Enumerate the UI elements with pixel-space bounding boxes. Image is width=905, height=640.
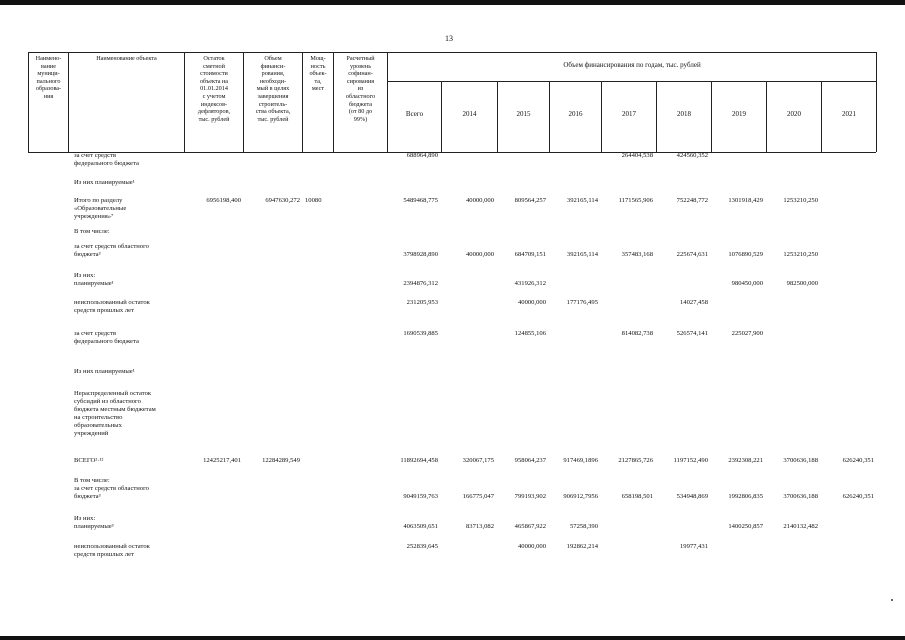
table-cell: 9049159,763 [403,493,438,500]
table-cell: 1253210,250 [783,197,818,204]
table-cell: 11892694,458 [400,457,438,464]
table-cell: 83713,082 [465,523,494,530]
table-cell: 658198,501 [621,493,653,500]
table-cell: 40000,000 [517,299,546,306]
table-cell: 980450,000 [731,280,763,287]
table-cell: 40000,000 [465,197,494,204]
balance-cell: 6956198,400 [206,197,241,204]
row-label: ВСЕГО²·¹² [74,457,104,464]
row-label: Из них: планируемые¹ [74,272,114,287]
table-cell: 917469,1896 [563,457,598,464]
row-label: Из них: планируемые³ [74,515,114,530]
header-year: 2016 [568,110,583,118]
row-label: за счет средств областного бюджета³ [74,243,149,258]
table-cell: 40000,000 [517,543,546,550]
table-cell: 752248,772 [676,197,708,204]
header-top-line [28,52,876,53]
table-cell: 688964,890 [406,152,438,159]
table-cell: 357483,168 [621,251,653,258]
table-cell: 192862,214 [566,543,598,550]
capacity-cell: 10080 [305,197,322,204]
row-label: неиспользованный остаток средств прошлых лет [74,299,150,314]
table-cell: 814082,738 [621,330,653,337]
row-label: за счет средств федерального бюджета [74,330,139,345]
table-cell: 626240,351 [842,493,874,500]
table-cell: 5489468,775 [403,197,438,204]
table-cell: 252839,645 [406,543,438,550]
header-object: Наименование объекта [96,55,157,62]
col-line [68,52,69,152]
table-cell: 526574,141 [676,330,708,337]
table-cell: 1690539,885 [403,330,438,337]
table-cell: 1171565,906 [618,197,653,204]
table-cell: 2392308,221 [728,457,763,464]
table-cell: 392165,114 [566,197,598,204]
header-year: 2019 [732,110,746,118]
table-cell: 1253210,250 [783,251,818,258]
header-year: 2020 [787,110,801,118]
table-cell: 465867,922 [514,523,546,530]
scan-bottom-border [0,636,905,640]
table-cell: 1076890,529 [728,251,763,258]
table-cell: 177176,495 [566,299,598,306]
table-cell: 1301918,429 [728,197,763,204]
table-cell: 2140132,482 [783,523,818,530]
header-year: 2014 [462,110,477,118]
table-cell: 1992806,835 [728,493,763,500]
table-cell: 626240,351 [842,457,874,464]
table-cell: 166775,047 [462,493,494,500]
table-cell: 982500,000 [786,280,818,287]
volume-cell: 12284289,549 [262,457,300,464]
table-cell: 124855,106 [514,330,546,337]
scan-speck [891,599,893,601]
header-financing-title: Объем финансирования по годам, тыс. рублей [563,61,701,69]
row-label: В том числе: за счет средств областного бюджета³ [74,477,149,500]
row-label: неиспользованный остаток средств прошлых лет [74,543,150,558]
years-divider-line [387,81,876,82]
row-label: В том числе: [74,228,110,235]
header-level: Расчетный уровень софинан- сирования из областного бюджета (от 80 до 99%) [345,55,376,123]
table-cell: 231205,953 [406,299,438,306]
table-cell: 2394876,312 [403,280,438,287]
row-label: за счет средств федерального бюджета [74,152,139,167]
table-cell: 57258,390 [569,523,598,530]
table-cell: 424560,352 [676,152,708,159]
table-cell: 534948,869 [676,493,708,500]
col-line [876,52,877,152]
table-cell: 320067,175 [462,457,494,464]
table-cell: 392165,114 [566,251,598,258]
header-balance: Остаток сметной стоимости объекта на 01.01.2014 с учетом индексов- дефляторов, тыс. рублей [197,55,231,123]
table-cell: 225674,631 [676,251,708,258]
header-year: 2018 [677,110,691,118]
table-cell: 1197152,490 [673,457,708,464]
table-cell: 3798928,890 [403,251,438,258]
table-cell: 906912,7956 [563,493,598,500]
table-cell: 431926,312 [514,280,546,287]
row-label: Итого по разделу «Образовательные учреждения»⁷ [74,197,127,220]
header-capacity: Мощ- ность объек- та, мест [309,55,327,93]
table-cell: 40000,000 [465,251,494,258]
balance-cell: 12425217,401 [203,457,241,464]
row-label: Из них планируемые¹ [74,179,135,186]
header-bottom-line [28,152,876,153]
table-cell: 19977,431 [679,543,708,550]
header-year: 2017 [622,110,636,118]
table-cell: 1400250,857 [728,523,763,530]
table-cell: 684709,151 [514,251,546,258]
table-cell: 3700636,188 [783,493,818,500]
row-label: Из них планируемые¹ [74,368,135,375]
table-cell: 809564,257 [514,197,546,204]
header-year: Всего [405,110,424,118]
scan-top-border [0,0,905,5]
table-cell: 4063509,651 [403,523,438,530]
header-year: 2015 [516,110,531,118]
table-cell: 2127865,726 [618,457,653,464]
table-cell: 264404,538 [621,152,653,159]
table-cell: 225027,900 [731,330,763,337]
header-municipality: Наимено- вание муници- пального образова- ния [35,55,62,100]
header-volume: Объем финанси- рования, необходи- мый в целях завершения строитель- ства объекта, тыс. рублей [255,55,291,123]
table-cell: 3700636,188 [783,457,818,464]
row-label: Нераспределенный остаток субсидий из областного бюджета местным бюджетам на строительство образовательных учреждений [74,390,156,437]
volume-cell: 6947630,272 [265,197,300,204]
table-cell: 958064,237 [514,457,546,464]
table-cell: 14027,458 [679,299,708,306]
table-cell: 799193,902 [514,493,546,500]
header-year: 2021 [842,110,856,118]
page-number: 13 [445,34,453,43]
